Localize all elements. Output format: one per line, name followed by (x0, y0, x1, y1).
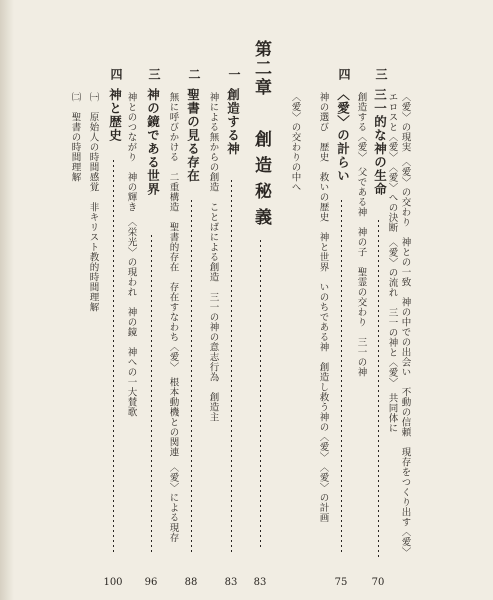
section-number: 二 (187, 68, 201, 80)
subtopic-line: 〈愛〉の現実 〈愛〉の交わり 神との一致 神の中での出会い 不動の信頼 現存をつくり出す〈愛〉 (399, 92, 411, 558)
section-title: 三一的な神の生命 (372, 88, 388, 196)
section-title: 聖書の見る存在 (185, 88, 201, 183)
page-number: 96 (144, 577, 158, 588)
leader-dots (378, 220, 379, 560)
leader-dots (191, 200, 192, 552)
section-number: 一 (227, 68, 241, 80)
subtopic-line: 神による無からの創造 ことばによる創造 三一の神の意志行為 創造主 (207, 92, 219, 422)
page-number: 75 (334, 577, 348, 588)
page-number: 88 (184, 577, 198, 588)
chapter-title: 創造秘義 (251, 130, 271, 234)
section-number: 四 (109, 68, 123, 80)
page-number: 100 (103, 577, 123, 588)
leader-dots (260, 240, 261, 550)
section-title: 神と歴史 (107, 88, 123, 142)
page-number: 83 (253, 577, 267, 588)
chapter-number: 第二章 (251, 40, 271, 97)
subtopic-line: 神の選び 歴史 救いの歴史 神と世界 いのちである神 創造し救う神の〈愛〉 〈愛〉の計画 (317, 92, 329, 523)
section-title: 神の鏡である世界 (145, 88, 161, 196)
leader-dots (113, 160, 114, 552)
leader-dots (151, 235, 152, 552)
section-title: 〈愛〉の計らい (335, 88, 351, 183)
subtopic-line: エロスと〈愛〉 〈愛〉への決断 〈愛〉の流れ 三一の神と〈愛〉 共同体に (386, 92, 398, 433)
page-number: 83 (224, 577, 238, 588)
page-binding-shadow (0, 0, 14, 600)
subtopic-line: 神とのつながり 神の輝き 〈栄光〉の現われ 神の鏡 神への一大賛歌 (125, 92, 137, 418)
subtopic-line: 創造する〈愛〉 父である神 神の子 聖霊の交わり 三一の神 (355, 92, 367, 378)
section-title: 創造する神 (225, 88, 241, 156)
leader-dots (231, 180, 232, 552)
section-number: 四 (337, 68, 351, 80)
subtopic-line: 〈愛〉の交わりの中へ (289, 92, 301, 192)
subtopic-line: ㈡ 聖書の時間理解 (69, 92, 81, 182)
subtopic-line: ㈠ 原始人の時間感覚 非キリスト教的時間理解 (87, 92, 99, 312)
section-number: 三 (374, 68, 388, 80)
leader-dots (341, 200, 342, 555)
subtopic-line: 無に呼びかける 二重構造 聖書的存在 存在すなわち〈愛〉 根本動機との関連 〈愛〉による現存 (167, 92, 179, 543)
page-number: 70 (371, 577, 385, 588)
section-number: 三 (147, 68, 161, 80)
